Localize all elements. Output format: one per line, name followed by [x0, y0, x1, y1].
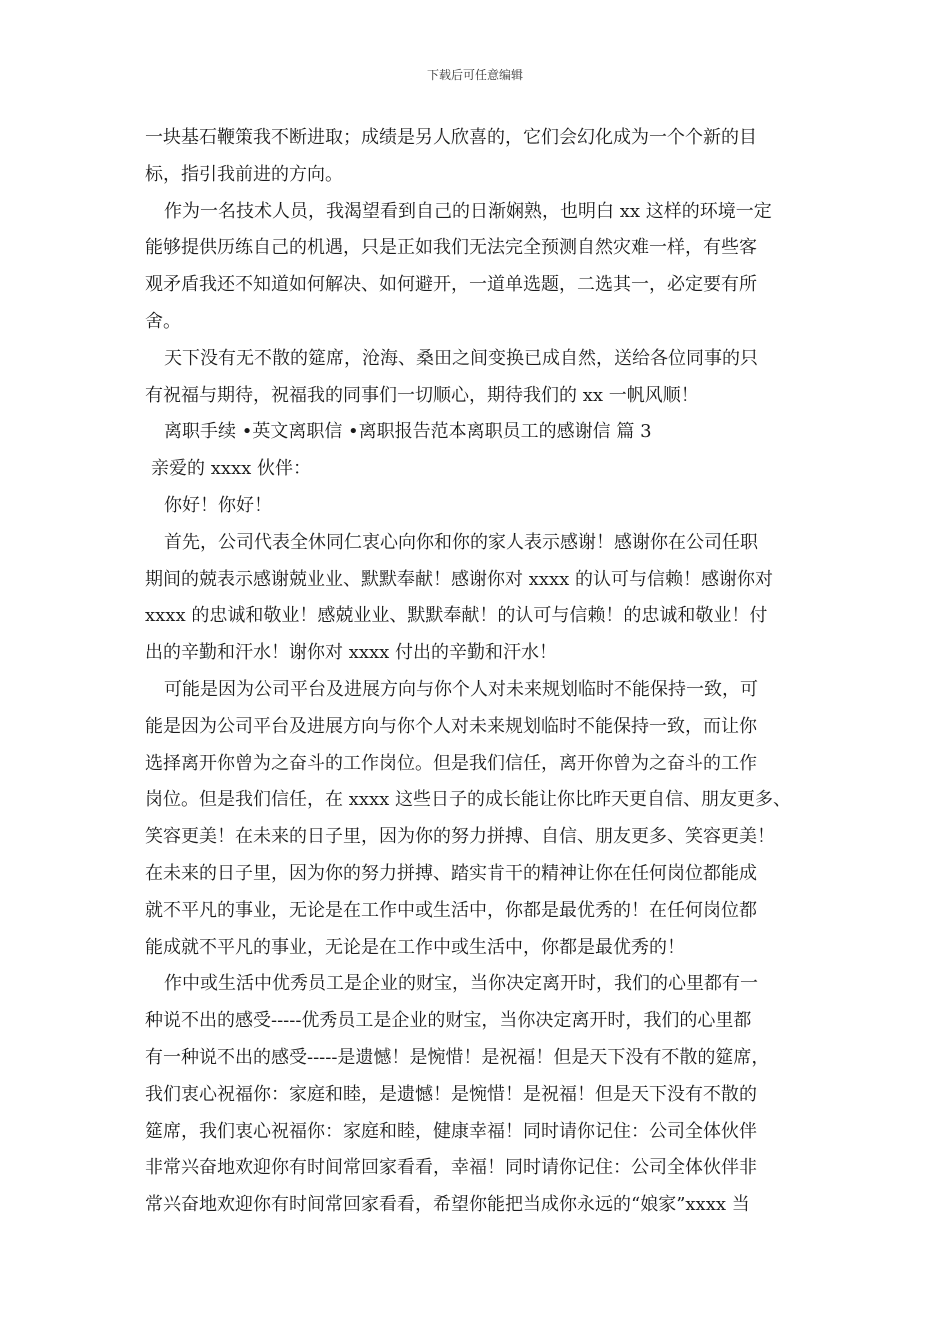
text-line: xxxx 的忠诚和敬业！感兢业业、默默奉献！的认可与信赖！的忠诚和敬业！付	[145, 605, 768, 627]
text-line: 在未来的日子里，因为你的努力拼搏、踏实肯干的精神让你在任何岗位都能成	[145, 862, 757, 884]
text-line: 作中或生活中优秀员工是企业的财宝，当你决定离开时，我们的心里都有一	[164, 973, 758, 995]
text-line: 就不平凡的事业，无论是在工作中或生活中，你都是最优秀的！在任何岗位都	[145, 899, 757, 921]
text-line: 有祝福与期待，祝福我的同事们一切顺心，期待我们的 xx 一帆风顺！	[145, 384, 699, 406]
text-line: 选择离开你曾为之奋斗的工作岗位。但是我们信任，离开你曾为之奋斗的工作	[145, 752, 757, 774]
text-line: 岗位。但是我们信任，在 xxxx 这些日子的成长能让你比昨天更自信、朋友更多、	[145, 789, 792, 811]
text-line: 筵席，我们衷心祝福你：家庭和睦，健康幸福！同时请你记住：公司全体伙伴	[145, 1120, 757, 1142]
text-line: 非常兴奋地欢迎你有时间常回家看看，幸福！同时请你记住：公司全体伙伴非	[145, 1157, 757, 1179]
text-line: 种说不出的感受-----优秀员工是企业的财宝，当你决定离开时，我们的心里都	[145, 1010, 752, 1032]
document-body	[145, 120, 810, 1224]
text-line: 可能是因为公司平台及进展方向与你个人对未来规划临时不能保持一致，可	[164, 678, 758, 700]
text-line: 期间的兢表示感谢兢业业、默默奉献！感谢你对 xxxx 的认可与信赖！感谢你对	[145, 568, 774, 590]
text-line: 作为一名技术人员，我渴望看到自己的日渐娴熟，也明白 xx 这样的环境一定	[164, 200, 772, 222]
text-line: 你好！你好！	[164, 494, 272, 516]
text-line: 首先，公司代表全休同仁衷心向你和你的家人表示感谢！感谢你在公司任职	[164, 531, 758, 553]
text-line: 能是因为公司平台及进展方向与你个人对未来规划临时不能保持一致，而让你	[145, 715, 757, 737]
text-line: 观矛盾我还不知道如何解决、如何避开，一道单选题，二选其一，必定要有所	[145, 274, 757, 296]
text-line: 天下没有无不散的筵席，沧海、桑田之间变换已成自然，送给各位同事的只	[164, 347, 758, 369]
text-line: 能成就不平凡的事业，无论是在工作中或生活中，你都是最优秀的！	[145, 936, 685, 958]
text-line: 舍。	[145, 310, 181, 332]
text-line: 有一种说不出的感受-----是遗憾！是惋惜！是祝福！但是天下没有不散的筵席，	[145, 1046, 770, 1068]
text-line: 我们衷心祝福你：家庭和睦，是遗憾！是惋惜！是祝福！但是天下没有不散的	[145, 1083, 757, 1105]
text-line: 离职手续 •英文离职信 •离职报告范本离职员工的感谢信 篇 3	[164, 421, 652, 443]
text-line: 出的辛勤和汗水！谢你对 xxxx 付出的辛勤和汗水！	[145, 642, 558, 664]
text-line: 标，指引我前进的方向。	[145, 163, 343, 185]
text-line: 亲爱的 xxxx 伙伴：	[151, 458, 312, 480]
text-line: 常兴奋地欢迎你有时间常回家看看，希望你能把当成你永远的“娘家”xxxx 当	[145, 1194, 750, 1216]
text-line: 能够提供历练自己的机遇，只是正如我们无法完全预测自然灾难一样，有些客	[145, 237, 757, 259]
text-line: 笑容更美！在未来的日子里，因为你的努力拼搏、自信、朋友更多、笑容更美！	[145, 826, 775, 848]
page-header: 下载后可任意编辑	[426, 68, 523, 82]
text-line: 一块基石鞭策我不断进取；成绩是另人欣喜的，它们会幻化成为一个个新的目	[145, 127, 757, 148]
